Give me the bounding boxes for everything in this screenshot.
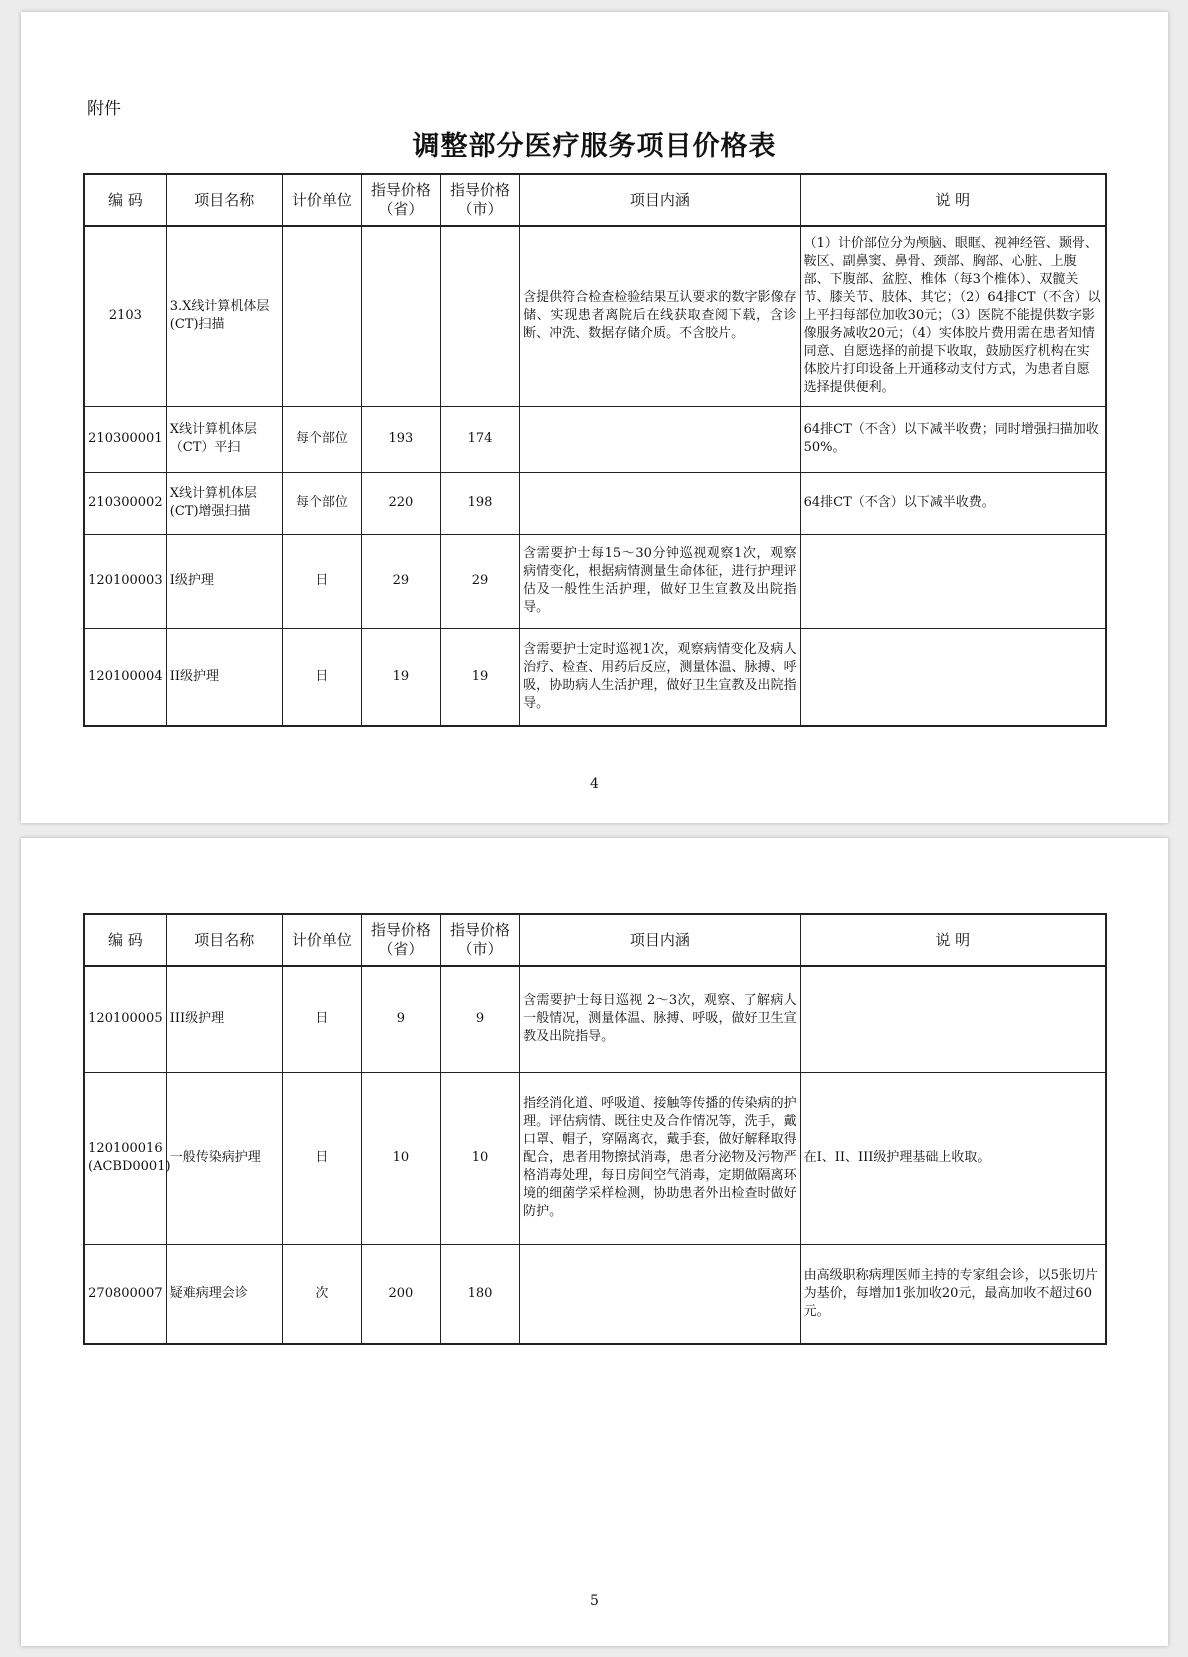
- table-row: [84, 534, 1106, 628]
- table-row: [84, 472, 1106, 534]
- item-code: 120100004: [84, 628, 166, 726]
- item-code: 270800007: [84, 1244, 166, 1344]
- header-name: 项目名称: [166, 914, 282, 966]
- item-name: II级护理: [166, 628, 282, 726]
- table-row: [84, 1072, 1106, 1244]
- item-unit: 日: [282, 628, 361, 726]
- item-content: 含需要护士每日巡视 2～3次，观察、了解病人一般情况，测量体温、脉搏、呼吸，做好卫生宣教及出院指导。: [520, 966, 801, 1072]
- document-page-5: [21, 838, 1168, 1646]
- item-note: 在I、II、III级护理基础上收取。: [800, 1072, 1106, 1244]
- item-price-prov: 19: [361, 628, 440, 726]
- item-name: III级护理: [166, 966, 282, 1072]
- item-content: 含需要护士定时巡视1次，观察病情变化及病人治疗、检查、用药后反应，测量体温、脉搏、呼吸，协助病人生活护理，做好卫生宣教及出院指导。: [520, 628, 801, 726]
- table-row: [84, 1244, 1106, 1344]
- item-unit: 日: [282, 534, 361, 628]
- item-price-city: 198: [440, 472, 519, 534]
- item-name: 3.X线计算机体层(CT)扫描: [166, 226, 282, 406]
- header-note: 说 明: [800, 914, 1106, 966]
- item-content: [520, 1244, 801, 1344]
- table-header-row: [84, 914, 1106, 966]
- item-content: 含需要护士每15～30分钟巡视观察1次，观察病情变化，根据病情测量生命体征，进行护理评估及一般性生活护理，做好卫生宣教及出院指导。: [520, 534, 801, 628]
- item-price-prov: 10: [361, 1072, 440, 1244]
- item-content: 含提供符合检查检验结果互认要求的数字影像存储、实现患者离院后在线获取查阅下载，含诊断、冲洗、数据存储介质。不含胶片。: [520, 226, 801, 406]
- item-price-city: 9: [440, 966, 519, 1072]
- item-price-prov: 9: [361, 966, 440, 1072]
- item-unit: 日: [282, 1072, 361, 1244]
- header-name: 项目名称: [166, 174, 282, 226]
- header-unit: 计价单位: [282, 914, 361, 966]
- item-code: 2103: [84, 226, 166, 406]
- item-unit: [282, 226, 361, 406]
- document-page-4: [21, 12, 1168, 823]
- item-note: 由高级职称病理医师主持的专家组会诊，以5张切片为基价，每增加1张加收20元，最高加收不超过60元。: [800, 1244, 1106, 1344]
- header-note: 说 明: [800, 174, 1106, 226]
- item-price-city: 29: [440, 534, 519, 628]
- item-note: [800, 628, 1106, 726]
- item-price-city: 174: [440, 406, 519, 472]
- item-content: [520, 472, 801, 534]
- item-note: 64排CT（不含）以下减半收费。: [800, 472, 1106, 534]
- header-code: 编 码: [84, 174, 166, 226]
- table-header-row: [84, 174, 1106, 226]
- item-price-city: 180: [440, 1244, 519, 1344]
- header-unit: 计价单位: [282, 174, 361, 226]
- header-price-city: 指导价格（市）: [440, 914, 519, 966]
- table-row: [84, 226, 1106, 406]
- item-unit: 每个部位: [282, 472, 361, 534]
- item-content: 指经消化道、呼吸道、接触等传播的传染病的护理。评估病情、既往史及合作情况等，洗手，戴口罩、帽子，穿隔离衣，戴手套，做好解释取得配合，患者用物擦拭消毒，患者分泌物及污物严格消毒处理，每日房间空气消毒，定期做隔离环境的细菌学采样检测，协助患者外出检查时做好防护。: [520, 1072, 801, 1244]
- page-number: 4: [590, 776, 599, 792]
- item-code: 210300002: [84, 472, 166, 534]
- item-price-prov: 200: [361, 1244, 440, 1344]
- item-name: 疑难病理会诊: [166, 1244, 282, 1344]
- item-name: I级护理: [166, 534, 282, 628]
- item-note: （1）计价部位分为颅脑、眼眶、视神经管、颞骨、鞍区、副鼻窦、鼻骨、颈部、胸部、心脏、上腹部、下腹部、盆腔、椎体（每3个椎体）、双髋关节、膝关节、肢体、其它；（2）64排CT（不含）以上平扫每部位加收30元；（3）医院不能提供数字影像服务减收20元；（4）实体胶片费用需在患者知情同意、自愿选择的前提下收取，鼓励医疗机构在实体胶片打印设备上开通移动支付方式，为患者自愿选择提供便利。: [800, 226, 1106, 406]
- item-code: 120100005: [84, 966, 166, 1072]
- item-price-prov: 29: [361, 534, 440, 628]
- header-code: 编 码: [84, 914, 166, 966]
- header-price-prov: 指导价格（省）: [361, 914, 440, 966]
- header-content: 项目内涵: [520, 174, 801, 226]
- header-content: 项目内涵: [520, 914, 801, 966]
- item-name: X线计算机体层（CT）平扫: [166, 406, 282, 472]
- item-unit: 次: [282, 1244, 361, 1344]
- item-price-city: [440, 226, 519, 406]
- item-price-prov: 193: [361, 406, 440, 472]
- item-price-prov: 220: [361, 472, 440, 534]
- item-name: 一般传染病护理: [166, 1072, 282, 1244]
- price-table: [83, 913, 1107, 1345]
- page-title: 调整部分医疗服务项目价格表: [412, 131, 777, 162]
- item-unit: 每个部位: [282, 406, 361, 472]
- table-row: [84, 966, 1106, 1072]
- header-price-city: 指导价格（市）: [440, 174, 519, 226]
- item-note: [800, 534, 1106, 628]
- item-code: 120100016 (ACBD0001): [84, 1072, 166, 1244]
- attachment-label: 附件: [87, 99, 121, 119]
- item-content: [520, 406, 801, 472]
- table-row: [84, 406, 1106, 472]
- item-price-prov: [361, 226, 440, 406]
- item-price-city: 19: [440, 628, 519, 726]
- item-price-city: 10: [440, 1072, 519, 1244]
- item-code: 120100003: [84, 534, 166, 628]
- header-price-prov: 指导价格（省）: [361, 174, 440, 226]
- table-row: [84, 628, 1106, 726]
- page-number: 5: [590, 1593, 599, 1609]
- item-name: X线计算机体层(CT)增强扫描: [166, 472, 282, 534]
- price-table: [83, 173, 1107, 727]
- item-note: 64排CT（不含）以下减半收费；同时增强扫描加收50%。: [800, 406, 1106, 472]
- item-note: [800, 966, 1106, 1072]
- item-unit: 日: [282, 966, 361, 1072]
- item-code: 210300001: [84, 406, 166, 472]
